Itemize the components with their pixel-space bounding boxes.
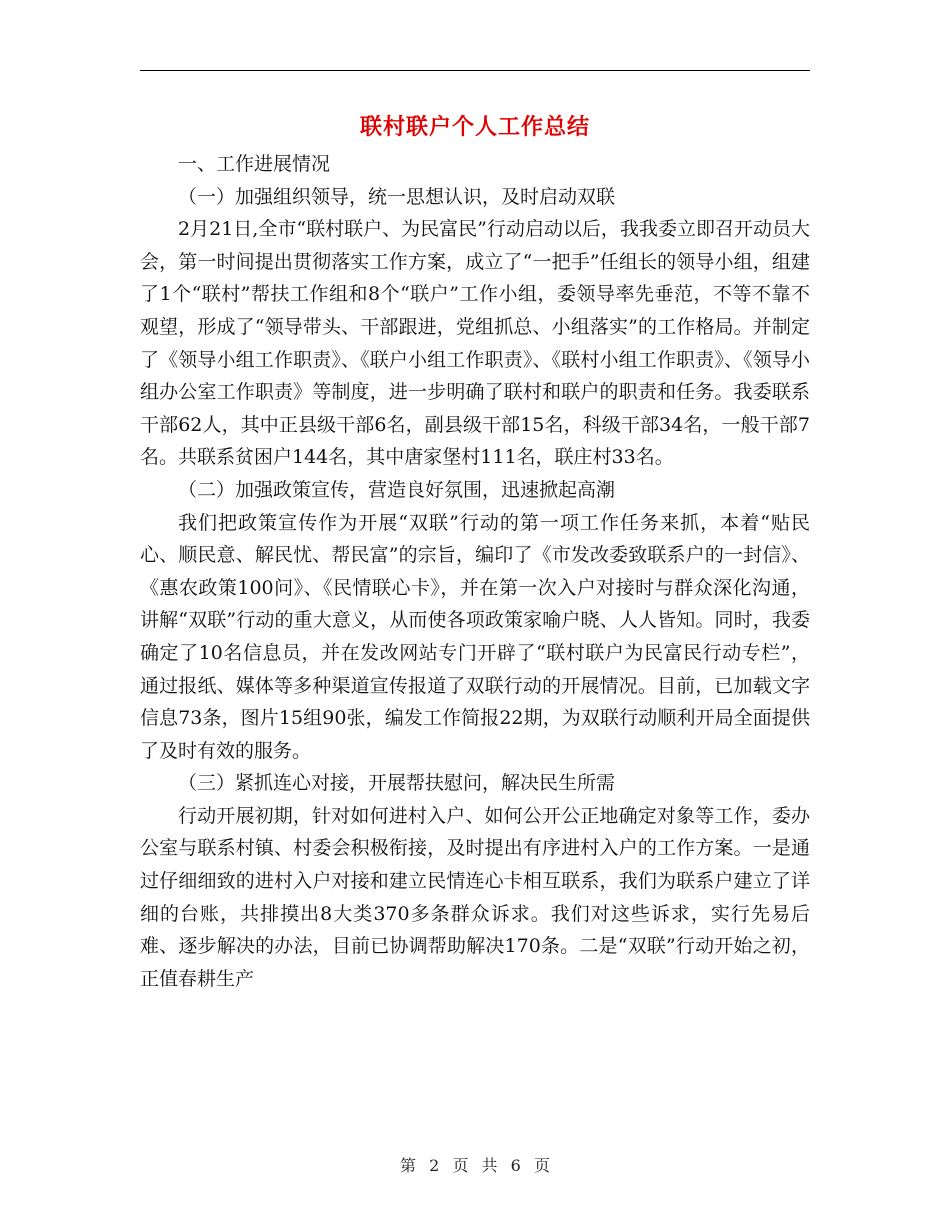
page-label-prefix: 第: [400, 1156, 417, 1175]
subsection-heading-1: （一）加强组织领导，统一思想认识，及时启动双联: [178, 185, 616, 208]
page-label-mid1: 页: [452, 1156, 469, 1175]
document-title: 联村联户个人工作总结: [359, 114, 590, 140]
page-label-suffix: 页: [533, 1156, 550, 1175]
total-pages-number: 6: [510, 1156, 521, 1175]
subsection-heading-3: （三）紧抓连心对接，开展帮扶慰问，解决民生所需: [178, 772, 616, 795]
section-heading-1: 一、工作进展情况: [178, 153, 331, 175]
header-rule: [140, 70, 810, 71]
page-footer: [0, 1153, 950, 1176]
document-body: [140, 148, 810, 995]
current-page-number: 2: [429, 1156, 440, 1175]
body-paragraph-3: 行动开展初期，针对如何进村入户、如何公开公正地确定对象等工作，委办公室与联系村镇、村委会积极衔接，及时提出有序进村入户的工作方案。一是通过仔细细致的进村入户对接和建立民情连心卡相互联系，我们为联系户建立了详细的台账，共排摸出8大类370多条群众诉求。我们对这些诉求，实行先易后难、逐步解决的办法，目前已协调帮助解决170条。二是“双联”行动开始之初，正值春耕生产: [140, 804, 810, 990]
body-paragraph-2: 我们把政策宣传作为开展“双联”行动的第一项工作任务来抓，本着“贴民心、顺民意、解民忧、帮民富”的宗旨，编印了《市发改委致联系户的一封信》、《惠农政策100问》、《民情联心卡》，并在第一次入户对接时与群众深化沟通，讲解“双联”行动的重大意义，从而使各项政策家喻户晓、人人皆知。同时，我委确定了10名信息员，并在发改网站专门开辟了“联村联户为民富民行动专栏”，通过报纸、媒体等多种渠道宣传报道了双联行动的开展情况。目前，已加载文字信息73条，图片15组90张，编发工作简报22期，为双联行动顺利开局全面提供了及时有效的服务。: [140, 511, 810, 762]
page-label-mid2: 共: [481, 1156, 498, 1175]
subsection-heading-2: （二）加强政策宣传，营造良好氛围，迅速掀起高潮: [178, 478, 616, 501]
body-paragraph-1: 2月21日,全市“联村联户、为民富民”行动启动以后，我我委立即召开动员大会，第一时间提出贯彻落实工作方案，成立了“一把手”任组长的领导小组，组建了1个“联村”帮扶工作组和8个“联户”工作小组，委领导率先垂范，不等不靠不观望，形成了“领导带头、干部跟进，党组抓总、小组落实”的工作格局。并制定了《领导小组工作职责》、《联户小组工作职责》、《联村小组工作职责》、《领导小组办公室工作职责》等制度，进一步明确了联村和联户的职责和任务。我委联系干部62人，其中正县级干部6名，副县级干部15名，科级干部34名，一般干部7名。共联系贫困户144名，其中唐家堡村111名，联庄村33名。: [140, 218, 810, 469]
